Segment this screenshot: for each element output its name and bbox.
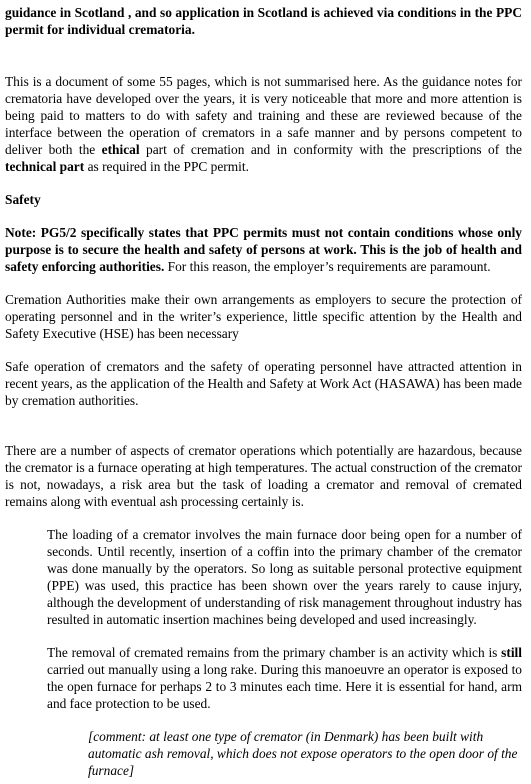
authorities-paragraph: Cremation Authorities make their own arrangements as employers to secure the protection of operating personnel and in the writer’s experience, little specific attention by the Health and Safety Executive (HSE) has been necessary [5, 292, 522, 341]
aspects-paragraph: There are a number of aspects of cremator operations which potentially are hazardous, because the cremator is a furnace operating at high temperatures. The actual construction of the cremator is not, nowadays, a risk area but the task of loading a cremator and removal of cremated remains along with eventual ash processing certainly is. [5, 443, 522, 509]
note-paragraph [5, 224, 522, 275]
intro-paragraph: guidance in Scotland , and so application in Scotland is achieved via conditions in the PPC permit for individual crematoria. [5, 5, 522, 37]
removal-bold-still: still [501, 645, 522, 660]
guidance-text-3: as required in the PPC permit. [84, 159, 249, 174]
document-page [5, 4, 522, 779]
section-heading-safety: Safety [5, 192, 41, 207]
comment-paragraph: [comment: at least one type of cremator (in Denmark) has been built with automatic ash removal, which does not expose operators to the open door of the furnace] [88, 729, 518, 778]
guidance-paragraph [5, 73, 522, 175]
note-bold-text: Note: PG5/2 specifically states that PPC permits must not contain conditions whose only purpose is to secure the health and safety of persons at work. This is the job of health and safety enforcing authorities. [5, 225, 522, 274]
removal-text-2: carried out manually using a long rake. During this manoeuvre an operator is exposed to the open furnace for perhaps 2 to 3 minutes each time. Here it is essential for hand, arm and face protection to be used. [47, 662, 522, 711]
removal-text-1: The removal of cremated remains from the primary chamber is an activity which is [47, 645, 502, 660]
guidance-bold-ethical: ethical [101, 142, 140, 157]
guidance-text-2: part of cremation and in conformity with the prescriptions of the [139, 142, 522, 157]
note-text: For this reason, the employer’s requirements are paramount. [164, 259, 491, 274]
guidance-text-1: This is a document of some 55 pages, which is not summarised here. As the guidance notes for crematoria have developed over the years, it is very noticeable that more and more attention is being paid to matters to do with safety and training and these are reviewed because of the interface between the operation of cremators in a safe manner and by persons competent to deliver both the [5, 74, 522, 157]
hasawa-paragraph: Safe operation of cremators and the safety of operating personnel have attracted attention in recent years, as the application of the Health and Safety at Work Act (HASAWA) has been made by cremation authorities. [5, 359, 522, 408]
removal-paragraph [47, 644, 522, 712]
loading-paragraph: The loading of a cremator involves the main furnace door being open for a number of seconds. Until recently, insertion of a coffin into the primary chamber of the cremator was done manually by the operators. So long as suitable personal protective equipment (PPE) was used, this practice has been shown over the years rarely to cause injury, although the development of understanding of risk management throughout industry has resulted in automatic insertion machines being developed and used increasingly. [47, 527, 522, 627]
guidance-bold-technical: technical part [5, 159, 85, 174]
